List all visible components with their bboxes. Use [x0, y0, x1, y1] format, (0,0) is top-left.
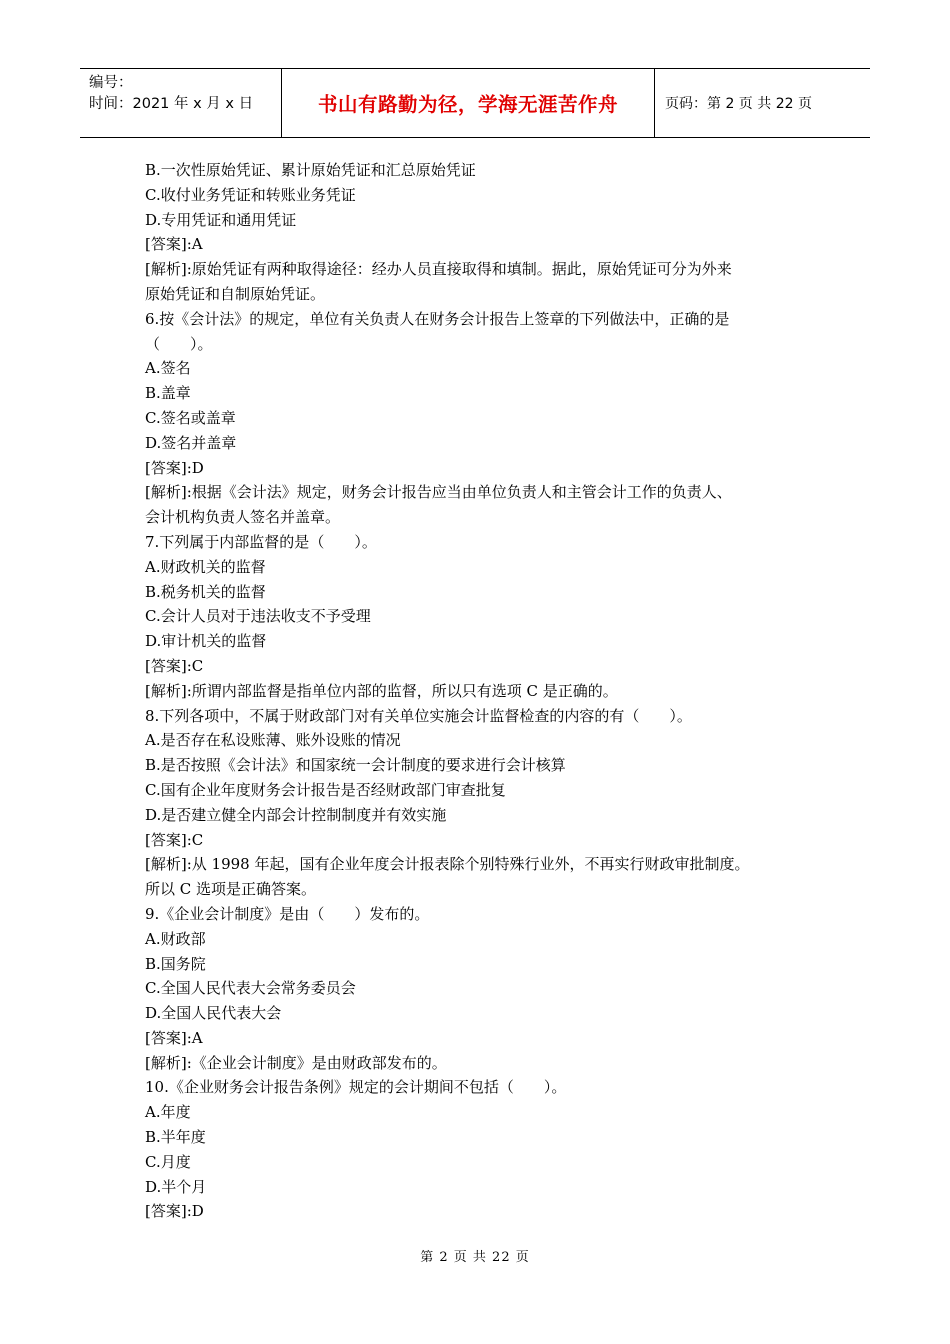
- header-meta: [80, 69, 282, 137]
- text-line: B.一次性原始凭证、累计原始凭证和汇总原始凭证: [145, 161, 476, 179]
- text-line: [答案]:C: [145, 830, 204, 849]
- text-line: C.全国人民代表大会常务委员会: [145, 979, 356, 998]
- text-line: B.半年度: [145, 1128, 206, 1147]
- text-line: 6.按《会计法》的规定，单位有关负责人在财务会计报告上签章的下列做法中，正确的是: [145, 309, 730, 328]
- text-line: 原始凭证和自制原始凭证。: [145, 284, 326, 303]
- header-page-info-cell: [655, 69, 870, 137]
- text-line: 所以 C 选项是正确答案。: [145, 880, 317, 899]
- text-line: A.年度: [145, 1103, 191, 1122]
- text-line: （ ）。: [145, 334, 213, 353]
- text-line: 10.《企业财务会计报告条例》规定的会计期间不包括（ ）。: [145, 1078, 567, 1097]
- text-line: D.全国人民代表大会: [145, 1004, 282, 1023]
- header-slogan-cell: [282, 69, 655, 137]
- text-line: 9.《企业会计制度》是由（ ）发布的。: [145, 904, 430, 923]
- document-body: [145, 158, 810, 1224]
- text-line: A.签名: [145, 359, 191, 378]
- text-line: C.月度: [145, 1152, 191, 1171]
- document-number-label: 编号：: [89, 75, 133, 91]
- text-line: B.盖章: [145, 384, 191, 403]
- page-footer: 第 2 页 共 22 页: [420, 1250, 530, 1265]
- text-line: [答案]:A: [145, 235, 203, 254]
- text-line: C.签名或盖章: [145, 408, 236, 427]
- text-line: [解析]:所谓内部监督是指单位内部的监督，所以只有选项 C 是正确的。: [145, 681, 618, 700]
- text-line: 8.下列各项中，不属于财政部门对有关单位实施会计监督检查的内容的有（ ）。: [145, 706, 692, 725]
- text-line: 会计机构负责人签名并盖章。: [145, 508, 341, 527]
- text-line: D.签名并盖章: [145, 433, 237, 452]
- text-line: D.专用凭证和通用凭证: [145, 210, 297, 229]
- text-line: B.国务院: [145, 954, 206, 973]
- text-line: A.财政部: [145, 929, 206, 948]
- page-header: [80, 68, 870, 138]
- text-line: [解析]:《企业会计制度》是由财政部发布的。: [145, 1053, 447, 1072]
- text-line: [解析]:原始凭证有两种取得途径：经办人员直接取得和填制。据此，原始凭证可分为外来: [145, 260, 732, 279]
- text-line: C.会计人员对于违法收支不予受理: [145, 607, 371, 626]
- text-line: [答案]:D: [145, 458, 204, 477]
- text-line: 7.下列属于内部监督的是（ ）。: [145, 532, 377, 551]
- text-line: [答案]:A: [145, 1028, 203, 1047]
- text-line: A.是否存在私设账薄、账外设账的情况: [145, 731, 401, 750]
- text-line: D.半个月: [145, 1177, 207, 1196]
- text-line: [解析]:从 1998 年起，国有企业年度会计报表除个别特殊行业外，不再实行财政审批制度。: [145, 855, 750, 874]
- text-line: A.财政机关的监督: [145, 557, 266, 576]
- text-line: [解析]:根据《会计法》规定，财务会计报告应当由单位负责人和主管会计工作的负责人、: [145, 483, 732, 502]
- text-line: D.审计机关的监督: [145, 632, 267, 651]
- text-line: C.国有企业年度财务会计报告是否经财政部门审查批复: [145, 780, 506, 799]
- text-line: B.税务机关的监督: [145, 582, 266, 601]
- text-line: B.是否按照《会计法》和国家统一会计制度的要求进行会计核算: [145, 756, 566, 775]
- text-line: [答案]:D: [145, 1202, 204, 1221]
- document-date: 时间：2021 年 x 月 x 日: [89, 96, 254, 112]
- text-line: D.是否建立健全内部会计控制制度并有效实施: [145, 805, 447, 824]
- text-line: C.收付业务凭证和转账业务凭证: [145, 185, 356, 204]
- header-slogan: 书山有路勤为径，学海无涯苦作舟: [317, 93, 618, 116]
- header-page-info: 页码：第 2 页 共 22 页: [665, 96, 812, 112]
- text-line: [答案]:C: [145, 656, 204, 675]
